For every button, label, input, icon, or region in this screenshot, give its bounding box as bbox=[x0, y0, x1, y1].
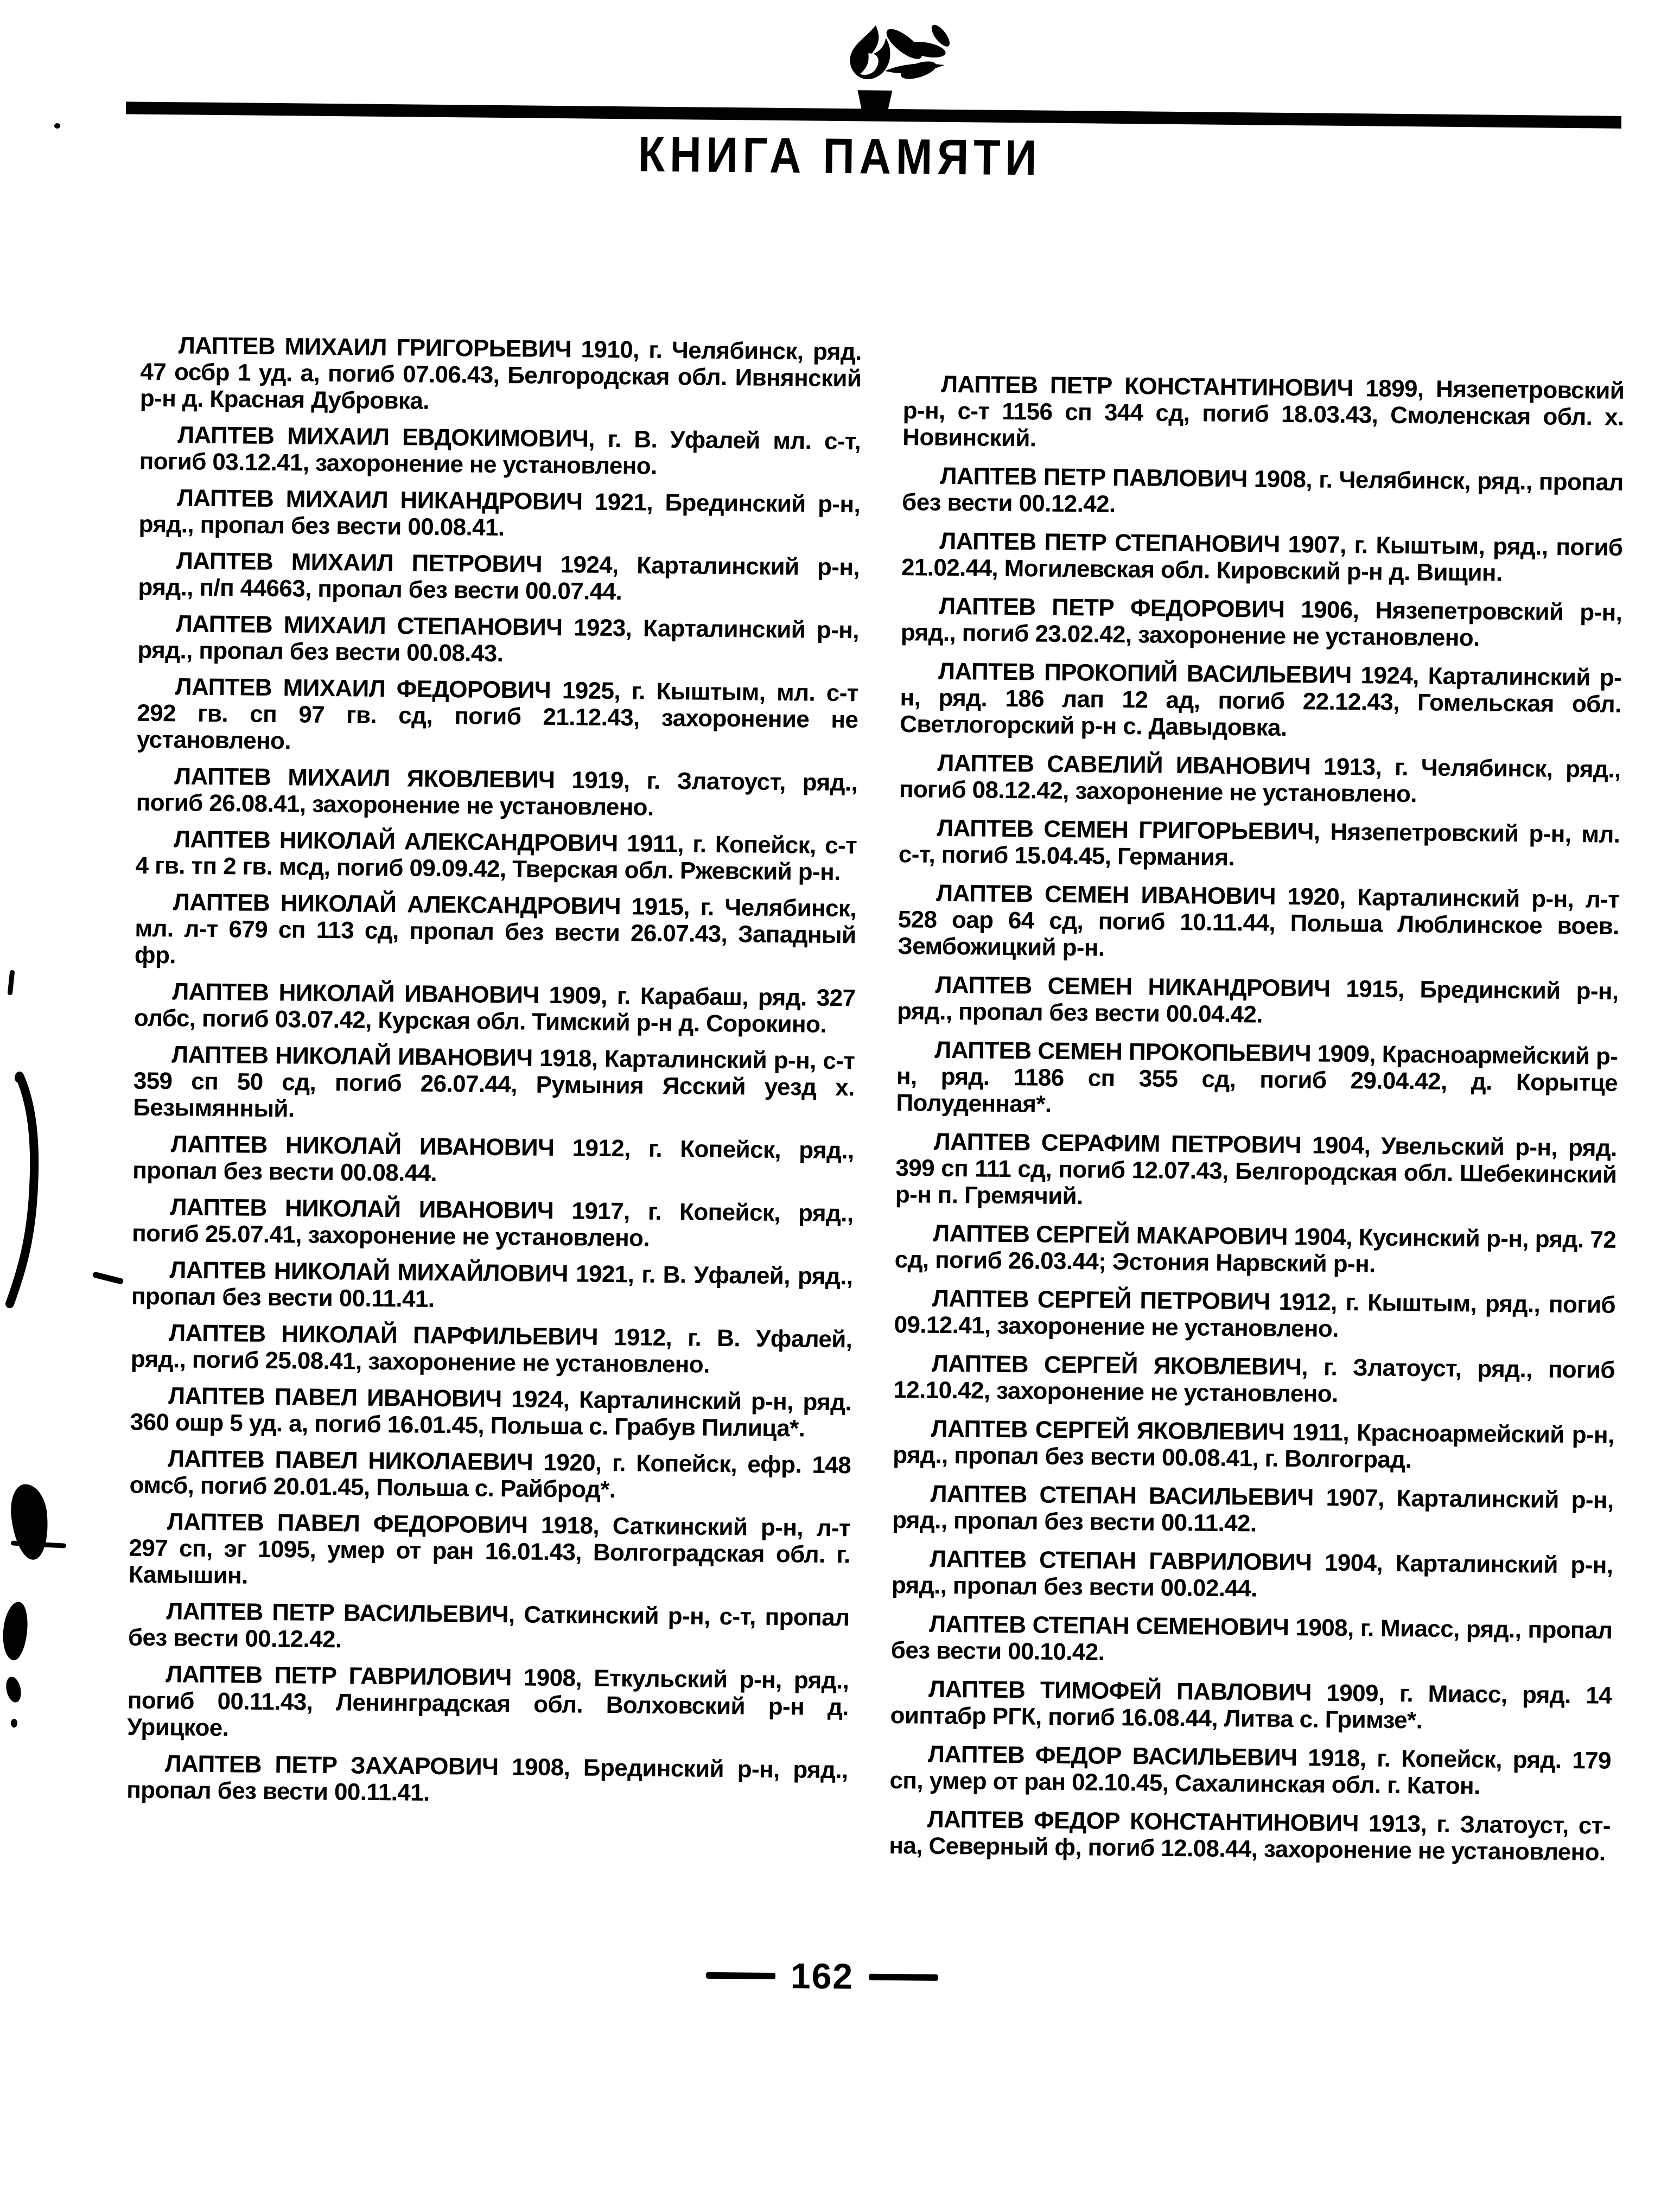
memorial-entry: ЛАПТЕВ ПЕТР ВАСИЛЬЕВИЧ, Саткинский р-н, с-т, пропал без вести 00.12.42. bbox=[128, 1598, 850, 1653]
memorial-entry: ЛАПТЕВ НИКОЛАЙ ПАРФИЛЬЕВИЧ 1912, г. В. Уфалей, ряд., погиб 25.08.41, захоронение не установлено. bbox=[130, 1320, 852, 1378]
memorial-entry: ЛАПТЕВ МИХАИЛ ФЕДОРОВИЧ 1925, г. Кыштым, мл. с-т 292 гв. сп 97 гв. сд, погиб 21.12.43, захоронение не установлено. bbox=[136, 673, 858, 755]
memorial-entry: ЛАПТЕВ СЕРГЕЙ МАКАРОВИЧ 1904, Кусинский р-н, ряд. 72 сд, погиб 26.03.44; Эстония Нарвский р-н. bbox=[894, 1220, 1617, 1278]
memorial-entry: ЛАПТЕВ СЕРАФИМ ПЕТРОВИЧ 1904, Увельский р-н, ряд. 399 сп 111 сд, погиб 12.07.43, Белгородская обл. Шебекинский р-н п. Гремячий. bbox=[895, 1128, 1618, 1210]
memorial-entry: ЛАПТЕВ МИХАИЛ ГРИГОРЬЕВИЧ 1910, г. Челябинск, ряд. 47 осбр 1 уд. а, погиб 07.06.43, Белгородская обл. Ивнянский р-н д. Красная Дубровка. bbox=[139, 332, 862, 415]
memorial-entry: ЛАПТЕВ ТИМОФЕЙ ПАВЛОВИЧ 1909, г. Миасс, ряд. 14 оиптабр РГК, погиб 16.08.44, Литва с. Гримзе*. bbox=[890, 1675, 1612, 1734]
memorial-entry: ЛАПТЕВ СЕМЕН НИКАНДРОВИЧ 1915, Брединский р-н, ряд., пропал без вести 00.04.42. bbox=[896, 971, 1619, 1028]
eternal-flame-icon bbox=[803, 17, 967, 114]
memorial-entry: ЛАПТЕВ ПЕТР ГАВРИЛОВИЧ 1908, Еткульский р-н, ряд., погиб 00.11.43, Ленинградская обл. Волховский р-н д. Урицкое. bbox=[127, 1661, 849, 1742]
memorial-entry: ЛАПТЕВ САВЕЛИЙ ИВАНОВИЧ 1913, г. Челябинск, ряд., погиб 08.12.42, захоронение не установлено. bbox=[899, 749, 1621, 808]
page-number-value: 162 bbox=[790, 1955, 854, 1997]
memorial-entry: ЛАПТЕВ НИКОЛАЙ ИВАНОВИЧ 1909, г. Карабаш, ряд. 327 олбс, погиб 03.07.42, Курская обл. Тимский р-н д. Сорокино. bbox=[133, 978, 856, 1038]
page-title: КНИГА ПАМЯТИ bbox=[638, 126, 1042, 186]
memorial-entry: ЛАПТЕВ ПЕТР ПАВЛОВИЧ 1908, г. Челябинск, ряд., пропал без вести 00.12.42. bbox=[901, 462, 1624, 518]
page-header bbox=[0, 120, 1680, 193]
memorial-entry: ЛАПТЕВ ПЕТР ФЕДОРОВИЧ 1906, Нязепетровский р-н, ряд., погиб 23.02.42, захоронение не установлено. bbox=[900, 592, 1622, 652]
memorial-entry: ЛАПТЕВ СЕМЕН ГРИГОРЬЕВИЧ, Нязепетровский р-н, мл. с-т, погиб 15.04.45, Германия. bbox=[898, 814, 1620, 871]
memorial-entry: ЛАПТЕВ СТЕПАН СЕМЕНОВИЧ 1908, г. Миасс, ряд., пропал без вести 00.10.42. bbox=[890, 1610, 1613, 1666]
memorial-entry: ЛАПТЕВ НИКОЛАЙ ИВАНОВИЧ 1917, г. Копейск, ряд., погиб 25.07.41, захоронение не установлено. bbox=[131, 1194, 854, 1252]
memorial-entry: ЛАПТЕВ МИХАИЛ ЯКОВЛЕВИЧ 1919, г. Златоуст, ряд., погиб 26.08.41, захоронение не установлено. bbox=[136, 763, 858, 821]
memorial-entry: ЛАПТЕВ ПЕТР ЗАХАРОВИЧ 1908, Брединский р-н, ряд., пропал без вести 00.11.41. bbox=[126, 1750, 848, 1806]
scan-artifact bbox=[54, 123, 60, 129]
memorial-entry: ЛАПТЕВ НИКОЛАЙ АЛЕКСАНДРОВИЧ 1915, г. Челябинск, мл. л-т 679 сп 113 сд, пропал без вести 26.07.43, Западный фр. bbox=[134, 889, 857, 969]
memorial-entry: ЛАПТЕВ НИКОЛАЙ МИХАЙЛОВИЧ 1921, г. В. Уфалей, ряд., пропал без вести 00.11.41. bbox=[131, 1257, 853, 1312]
memorial-entry: ЛАПТЕВ НИКОЛАЙ ИВАНОВИЧ 1912, г. Копейск, ряд., пропал без вести 00.08.44. bbox=[132, 1131, 854, 1187]
memorial-entry: ЛАПТЕВ ПАВЕЛ ФЕДОРОВИЧ 1918, Саткинский р-н, л-т 297 сп, эг 1095, умер от ран 16.01.43, Волгоградская обл. г. Камышин. bbox=[128, 1508, 851, 1589]
memorial-entry: ЛАПТЕВ СЕМЕН ПРОКОПЬЕВИЧ 1909, Красноармейский р-н, ряд. 1186 сп 355 сд, погиб 29.04.42, д. Корытце Полуденная*. bbox=[896, 1036, 1618, 1118]
memorial-entry: ЛАПТЕВ ПЕТР СТЕПАНОВИЧ 1907, г. Кыштым, ряд., погиб 21.02.44, Могилевская обл. Кировский р-н д. Вищин. bbox=[901, 527, 1623, 587]
memorial-entry: ЛАПТЕВ ПРОКОПИЙ ВАСИЛЬЕВИЧ 1924, Карталинский р-н, ряд. 186 лап 12 ад, погиб 22.12.43, Гомельская обл. Светлогорский р-н с. Давыдовка. bbox=[899, 658, 1622, 741]
memorial-entry: ЛАПТЕВ СЕРГЕЙ ПЕТРОВИЧ 1912, г. Кыштым, ряд., погиб 09.12.41, захоронение не установлено. bbox=[894, 1285, 1616, 1342]
memorial-entry: ЛАПТЕВ СЕРГЕЙ ЯКОВЛЕВИЧ, г. Златоуст, ряд., погиб 12.10.42, захоронение не установлено. bbox=[893, 1350, 1615, 1407]
scan-artifact bbox=[11, 1719, 17, 1728]
page-number-dash-right bbox=[869, 1973, 938, 1980]
page-number-dash-left bbox=[706, 1972, 775, 1979]
memorial-entry: ЛАПТЕВ ФЕДОР КОНСТАНТИНОВИЧ 1913, г. Златоуст, ст-на, Северный ф, погиб 12.08.44, захоронение не установлено. bbox=[889, 1806, 1611, 1866]
memorial-entry: ЛАПТЕВ НИКОЛАЙ АЛЕКСАНДРОВИЧ 1911, г. Копейск, с-т 4 гв. тп 2 гв. мсд, погиб 09.09.42, Тверская обл. Ржевский р-н. bbox=[135, 826, 857, 886]
memorial-entries bbox=[126, 332, 1625, 1878]
memorial-entry: ЛАПТЕВ МИХАИЛ ПЕТРОВИЧ 1924, Карталинский р-н, ряд., п/п 44663, пропал без вести 00.07.44. bbox=[138, 547, 860, 606]
memorial-entry: ЛАПТЕВ ПАВЕЛ ИВАНОВИЧ 1924, Карталинский р-н, ряд. 360 ошр 5 уд. а, погиб 16.01.45, Польша с. Грабув Пилица*. bbox=[130, 1382, 852, 1442]
memorial-entry: ЛАПТЕВ СЕРГЕЙ ЯКОВЛЕВИЧ 1911, Красноармейский р-н, ряд., пропал без вести 00.08.41, г. Волгоград. bbox=[893, 1415, 1614, 1474]
memorial-entry: ЛАПТЕВ СЕМЕН ИВАНОВИЧ 1920, Карталинский р-н, л-т 528 оар 64 сд, погиб 10.11.44, Польша Люблинское воев. Зембожицкий р-н. bbox=[898, 880, 1620, 961]
memorial-entry: ЛАПТЕВ СТЕПАН ВАСИЛЬЕВИЧ 1907, Карталинский р-н, ряд., пропал без вести 00.11.42. bbox=[892, 1480, 1614, 1537]
memorial-entry: ЛАПТЕВ МИХАИЛ СТЕПАНОВИЧ 1923, Карталинский р-н, ряд., пропал без вести 00.08.43. bbox=[137, 610, 860, 667]
right-column bbox=[889, 339, 1625, 1878]
memorial-entry: ЛАПТЕВ ПАВЕЛ НИКОЛАЕВИЧ 1920, г. Копейск, ефр. 148 омсб, погиб 20.01.45, Польша с. Райброд*. bbox=[129, 1445, 851, 1503]
memorial-entry: ЛАПТЕВ МИХАИЛ ЕВДОКИМОВИЧ, г. В. Уфалей мл. с-т, погиб 03.12.41, захоронение не установлено. bbox=[139, 422, 861, 480]
memorial-entry: ЛАПТЕВ МИХАИЛ НИКАНДРОВИЧ 1921, Брединский р-н, ряд., пропал без вести 00.08.41. bbox=[138, 485, 861, 541]
left-column bbox=[126, 332, 862, 1871]
memorial-entry: ЛАПТЕВ ПЕТР КОНСТАНТИНОВИЧ 1899, Нязепетровский р-н, с-т 1156 сп 344 сд, погиб 18.03.43, Смоленская обл. х. Новинский. bbox=[902, 371, 1625, 452]
scan-artifact bbox=[4, 1072, 48, 1310]
page-number bbox=[0, 1947, 1662, 2005]
memorial-entry: ЛАПТЕВ СТЕПАН ГАВРИЛОВИЧ 1904, Карталинский р-н, ряд., пропал без вести 00.02.44. bbox=[891, 1545, 1613, 1602]
memorial-entry: ЛАПТЕВ ФЕДОР ВАСИЛЬЕВИЧ 1918, г. Копейск, ряд. 179 сп, умер от ран 02.10.45, Сахалинская обл. г. Катон. bbox=[889, 1741, 1612, 1800]
memorial-entry: ЛАПТЕВ НИКОЛАЙ ИВАНОВИЧ 1918, Карталинский р-н, с-т 359 сп 50 сд, погиб 26.07.44, Румыния Ясский уезд х. Безымянный. bbox=[133, 1041, 855, 1123]
